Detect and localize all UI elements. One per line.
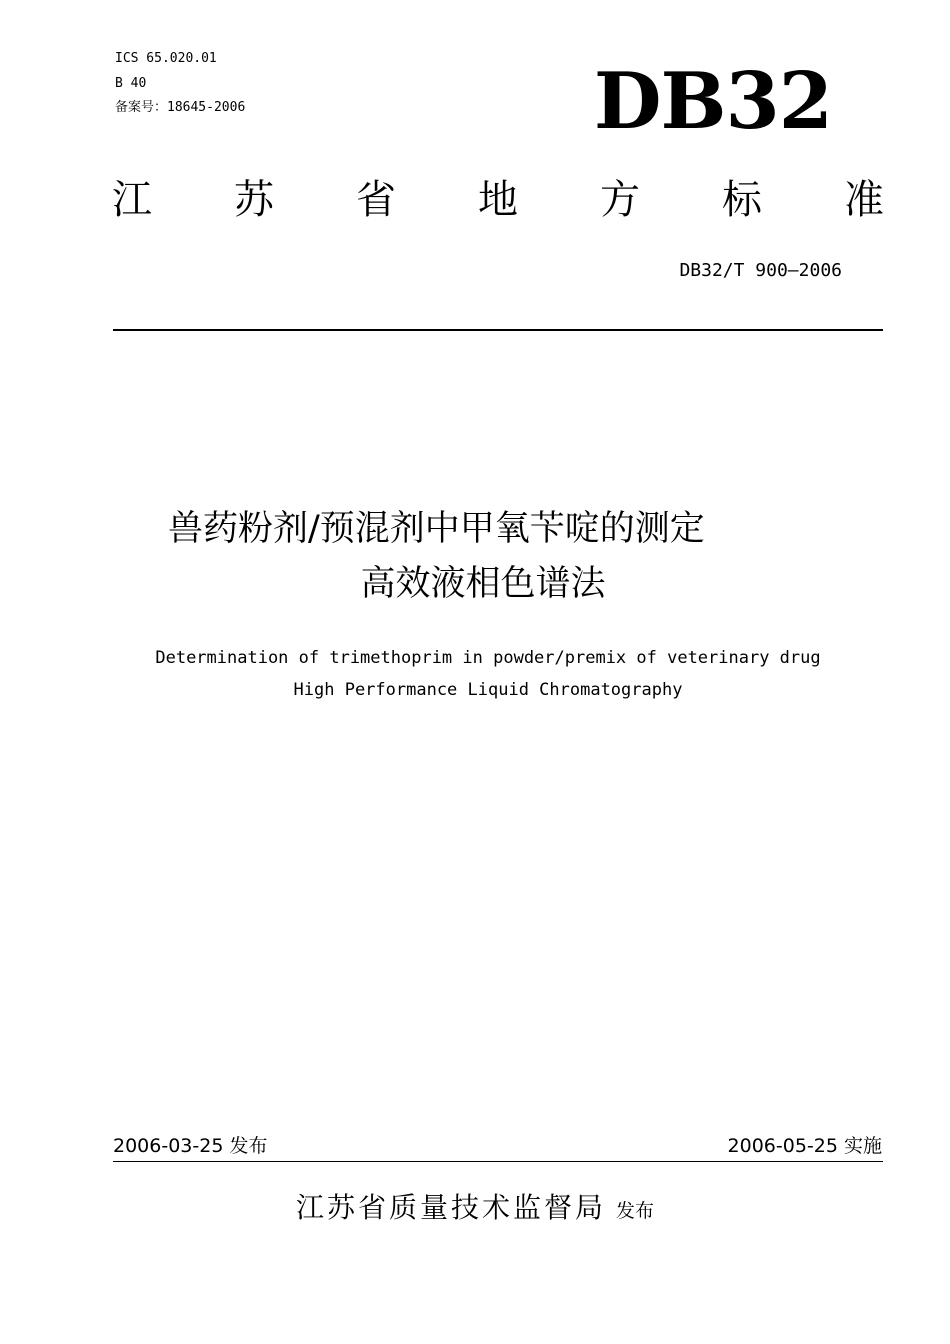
implementation-date: 2006-05-25 实施 — [727, 1135, 882, 1157]
ccs-code: B 40 — [115, 76, 147, 91]
standard-type-char: 江 — [112, 177, 152, 223]
title-chinese-line2: 高效液相色谱法 — [360, 564, 606, 604]
issuer-line — [0, 1190, 950, 1226]
standard-type-char: 准 — [844, 177, 884, 223]
standard-type-char: 地 — [478, 177, 518, 223]
issuer-name: 江苏省质量技术监督局 — [295, 1191, 606, 1224]
title-chinese-line1: 兽药粉剂/预混剂中甲氧苄啶的测定 — [168, 509, 705, 549]
title-english-line1: Determination of trimethoprim in powder/premix of veterinary drug — [155, 648, 821, 668]
standard-type-char: 方 — [600, 177, 640, 223]
standard-type-char: 苏 — [234, 177, 274, 223]
top-divider — [113, 329, 883, 331]
title-english-line2: High Performance Liquid Chromatography — [293, 680, 683, 700]
bottom-divider — [113, 1161, 883, 1162]
filing-number: 备案号：18645-2006 — [115, 100, 246, 115]
standard-type-char: 标 — [722, 177, 762, 223]
standard-logo: DB32 — [593, 56, 832, 147]
ics-code: ICS 65.020.01 — [115, 51, 217, 66]
standard-number: DB32/T 900—2006 — [679, 260, 842, 281]
publish-date: 2006-03-25 发布 — [113, 1135, 268, 1157]
standard-type-heading — [112, 176, 884, 224]
standard-type-char: 省 — [356, 177, 396, 223]
issue-label: 发布 — [616, 1200, 655, 1222]
